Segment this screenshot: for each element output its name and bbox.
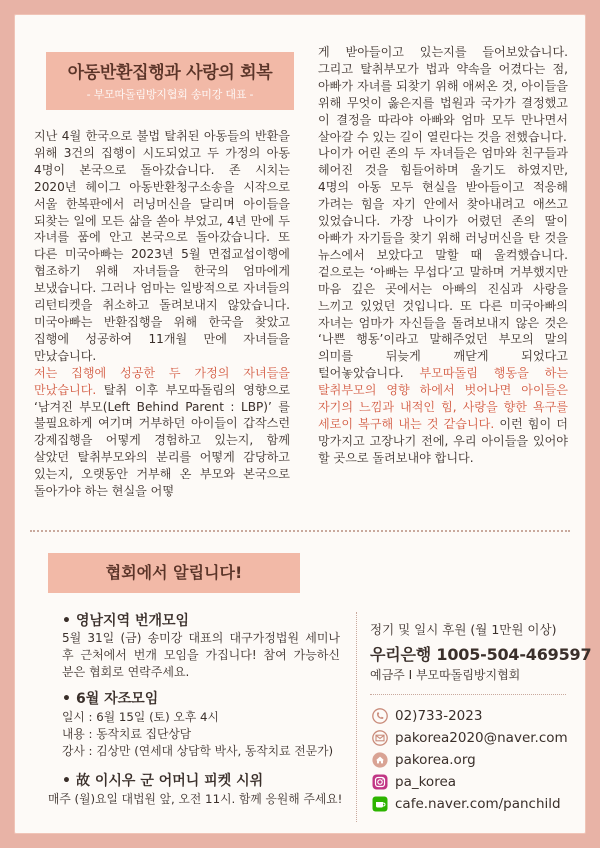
- event-3-title: • 故 이시우 군 어머니 피켓 시위: [62, 773, 264, 789]
- donation-label: 정기 및 일시 후원 (월 1만원 이상): [370, 622, 557, 637]
- column-divider: [356, 612, 357, 822]
- phone-icon: [372, 708, 388, 724]
- event-2-line-3: 강사 : 김상만 (연세대 상담학 박사, 동작치료 전문가): [62, 744, 334, 758]
- article-right-tail: 이런 힘이 더 망가지고 고장나기 전에, 우리 아이들을 있어야 할 곳으로 돌려보내야 합니다.: [318, 416, 568, 465]
- event-3-body: 매주 (월)요일 대법원 앞, 오전 11시. 함께 응원해 주세요!: [48, 792, 343, 806]
- section-divider: [30, 530, 570, 532]
- event-2-body: [62, 709, 352, 760]
- article-right-paragraph-2: 나이가 어린 존의 두 자녀들은 엄마와 친구들과 헤어진 것을 힘들어하며 울기도 하였지만, 4명의 아동 모두 현실을 받아들이고 적응해 가려는 힘을 자기 안에서 찾아내려고 애쓰고 있었습니다. 가장 나이가 어렸던 존의 딸이 아빠가 자기들을 찾기 위해 러닝머신을 탄 것을 뉴스에서 보았다고 말할 때 울컥했습니다. 겉으로는 ‘아빠는 무섭다’고 말하며 거부했지만 마음 깊은 곳에서는 아빠의 진심과 사랑을 느끼고 있었던 것입니다. 또 다른 미국아빠의 자녀는 엄마가 자신들을 돌려보내지 않은 것은 ‘나쁜 행동’이라고 말해주었던 부모의 말의 의미를 뒤늦게 깨닫게 되었다고 털어놓았습니다.: [318, 146, 568, 381]
- bullet-icon: •: [62, 613, 71, 629]
- article-subtitle: - 부모따돌림방지협회 송미강 대표 -: [86, 88, 254, 101]
- article-right-paragraph-1: 게 받아들이고 있는지를 들어보았습니다. 그리고 탈취부모가 법과 약속을 어겼다는 점, 아빠가 자녀를 되찾기 위해 애써온 것, 아이들을 위해 무엇이 옳은지를 법원과 국가가 결정했고 이 결정을 따라야 아빠와 엄마 모두 만나면서 살아갈 수 있는 길이 열린다는 것을 전했습니다.: [318, 45, 568, 144]
- contact-phone[interactable]: 02)733-2023: [372, 707, 482, 725]
- bullet-icon: •: [62, 773, 71, 789]
- event-1-title: • 영남지역 번개모임: [62, 613, 190, 629]
- event-2-line-1: 일시 : 6월 15일 (토) 오후 4시: [62, 710, 219, 724]
- article-right-column: [318, 44, 568, 467]
- notice-heading: 협회에서 알립니다!: [48, 553, 300, 593]
- article-right-highlight: 부모따돌림 행동을 하는 탈취부모의 영향 하에서 벗어나면 아이들은 자기의 느낌과 내적인 힘, 사랑을 향한 욕구를 세로이 복구해 내는 것 같습니다.: [318, 366, 568, 431]
- contact-email[interactable]: pakorea2020@naver.com: [372, 729, 568, 747]
- article-left-highlight: 저는 집행에 성공한 두 가정의 자녀들을 만났습니다.: [34, 365, 290, 397]
- donation-divider: [370, 694, 566, 695]
- donation-account: 우리은행 1005-504-469597: [370, 645, 592, 664]
- email-icon: [372, 730, 388, 746]
- article-left-tail: 탈취 이후 부모따돌림의 영향으로 ‘남겨진 부모(Left Behind Parent : LBP)’ 를 불필요하게 여기며 거부하던 아이들이 갑작스런 강제집행을 어떻게 경험하고 있는지, 함께 살았던 탈취부모와의 분리를 어떻게 감당하고 있는지, 오랫동안 거부해 온 부모와 본국으로 돌아가야 하는 현실을 어떻: [34, 382, 290, 499]
- instagram-icon: [372, 774, 388, 790]
- event-1-body: 5월 31일 (금) 송미강 대표의 대구가정법원 세미나 후 근처에서 번개 모임을 가집니다! 참여 가능하신 분은 협회로 연락주세요.: [62, 631, 340, 679]
- article-left-column: [34, 128, 290, 500]
- article-title: 아동반환집행과 사랑의 회복: [67, 63, 273, 83]
- contact-naver-cafe[interactable]: cafe.naver.com/panchild: [372, 795, 561, 813]
- naver-cafe-icon: [372, 796, 388, 812]
- bullet-icon: •: [62, 691, 71, 707]
- donation-holder: 예금주 I 부모따돌림방지협회: [370, 668, 521, 682]
- home-icon: [372, 752, 388, 768]
- article-left-paragraph: 지난 4월 한국으로 불법 탈취된 아동들의 반환을 위해 3건의 집행이 시도되었고 두 가정의 아동 4명이 본국으로 돌아갔습니다. 존 시치는 2020년 헤이그 아동반환청구소송을 시작으로 서울 한복판에서 러닝머신을 달리며 아이들을 되찾는 일에 모든 삶을 쏟아 부었고, 4년 만에 두 자녀를 품에 안고 본국으로 돌아갔습니다. 또 다른 미국아빠는 2023년 5월 면접교섭이행에 협조하기 위해 자녀들을 한국의 엄마에게 보냈습니다. 그러나 엄마는 일방적으로 자녀들의 리턴티켓을 취소하고 돌려보내지 않았습니다. 미국아빠는 반환집행을 위해 한국을 찾았고 집행에 성공하여 11개월 만에 자녀들을 만났습니다.: [34, 129, 290, 363]
- event-2-line-2: 내용 : 동작치료 집단상담: [62, 727, 192, 741]
- article-title-box: [46, 52, 294, 110]
- event-2-title: • 6월 자조모임: [62, 691, 159, 707]
- contact-instagram[interactable]: pa_korea: [372, 773, 456, 791]
- contact-homepage[interactable]: pakorea.org: [372, 751, 476, 769]
